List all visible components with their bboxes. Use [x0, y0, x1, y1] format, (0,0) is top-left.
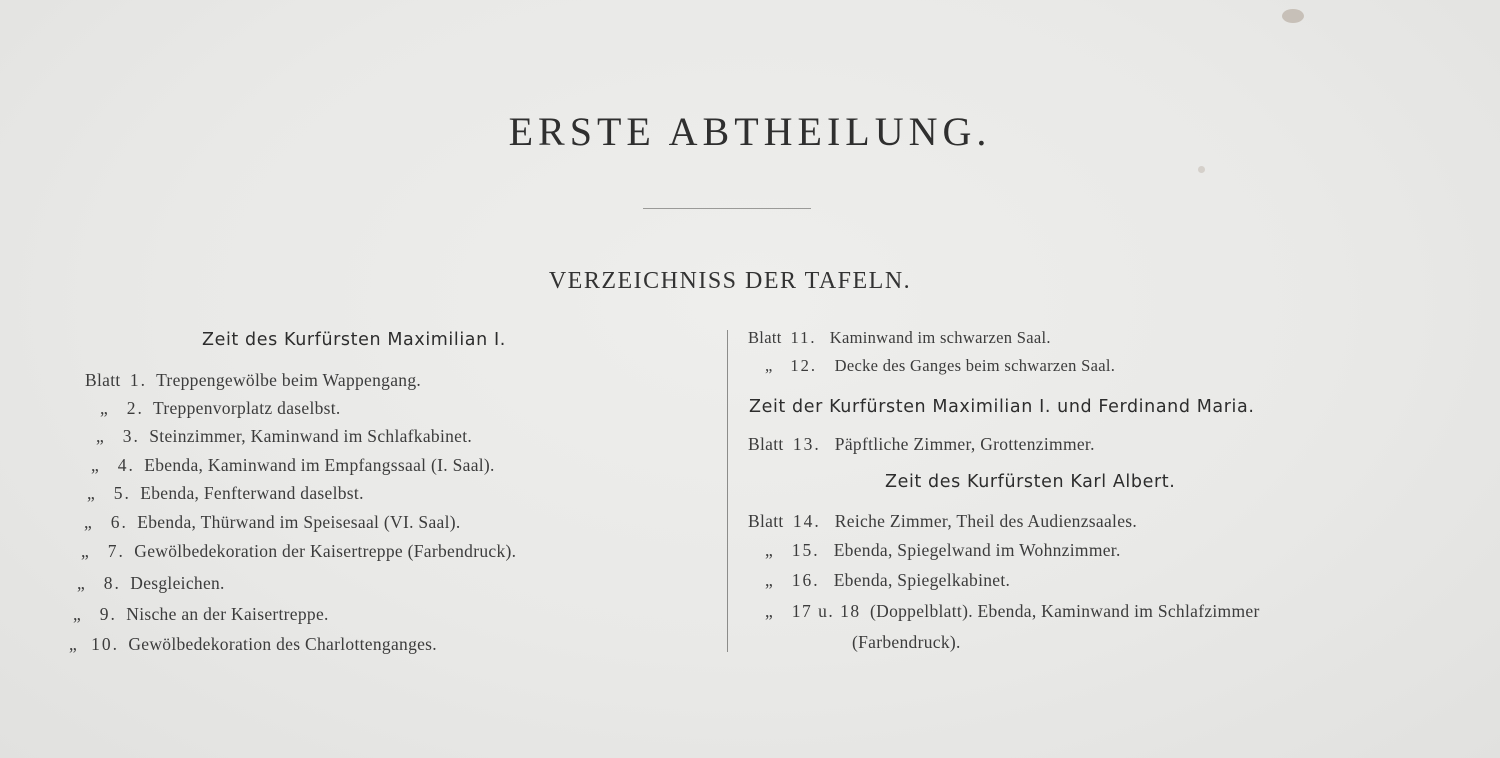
list-item	[748, 434, 1095, 455]
entry-prefix: „	[84, 512, 93, 532]
page-title: ERSTE ABTHEILUNG.	[508, 109, 992, 154]
right-section-heading-3: Zeit des Kurfürsten Karl Albert.	[885, 472, 1176, 492]
entry-text: Treppenvorplatz daselbst.	[152, 398, 341, 418]
column-divider	[727, 330, 728, 652]
entry-text: Päpftliche Zimmer, Grottenzimmer.	[834, 434, 1095, 454]
entry-number: 1.	[129, 370, 148, 390]
entry-text: Ebenda, Fenfterwand daselbst.	[140, 483, 364, 503]
list-item	[85, 370, 421, 391]
entry-number: 10.	[91, 634, 119, 654]
list-item	[765, 356, 1115, 376]
entry-text: Gewölbedekoration des Charlottenganges.	[128, 634, 437, 654]
entry-number: 3.	[122, 426, 140, 446]
entry-text: Steinzimmer, Kaminwand im Schlafkabinet.	[149, 426, 473, 446]
paper-stain	[1282, 9, 1304, 23]
entry-prefix: Blatt	[85, 370, 121, 390]
entry-text: Ebenda, Spiegelwand im Wohnzimmer.	[833, 540, 1121, 560]
entry-number: 16.	[791, 570, 820, 590]
entry-text: Reiche Zimmer, Theil des Audienzsaales.	[834, 511, 1138, 531]
entry-prefix: „	[765, 570, 774, 590]
entry-number: 15.	[791, 540, 820, 560]
list-item	[765, 601, 1260, 622]
entry-prefix: „	[87, 483, 96, 503]
list-item	[765, 540, 1121, 561]
entry-text: Treppengewölbe beim Wappengang.	[156, 370, 422, 390]
entry-text: Nische an der Kaisertreppe.	[126, 604, 329, 624]
entry-text: Ebenda, Spiegelkabinet.	[833, 570, 1011, 590]
list-item	[748, 328, 1051, 348]
entry-prefix: „	[765, 601, 774, 621]
entry-prefix: Blatt	[748, 434, 784, 454]
entry-prefix: „	[69, 634, 78, 654]
paper-speck	[1198, 166, 1205, 173]
list-item	[765, 570, 1010, 591]
entry-number: 5.	[113, 483, 131, 503]
entry-prefix: „	[77, 573, 86, 593]
list-item	[69, 634, 437, 655]
entry-continuation: (Farbendruck).	[852, 632, 961, 652]
list-item	[748, 511, 1137, 532]
right-section-heading-2: Zeit der Kurfürsten Maximilian I. und Ferdinand Maria.	[749, 397, 1255, 417]
left-section-heading: Zeit des Kurfürsten Maximilian I.	[202, 330, 506, 350]
entry-prefix: Blatt	[748, 328, 782, 347]
entry-text: Desgleichen.	[130, 573, 225, 593]
title-divider	[643, 208, 811, 209]
list-item	[77, 573, 225, 594]
entry-prefix: „	[91, 455, 100, 475]
entry-number: 8.	[103, 573, 121, 593]
entry-prefix: „	[81, 541, 90, 561]
entry-number: 4.	[117, 455, 135, 475]
entry-text: Ebenda, Thürwand im Speisesaal (VI. Saal).	[137, 512, 461, 532]
list-item	[100, 398, 341, 419]
list-item	[91, 455, 495, 476]
list-item	[81, 541, 516, 562]
list-item	[96, 426, 472, 447]
entry-prefix: „	[765, 540, 774, 560]
list-item	[73, 604, 329, 625]
entry-number: 17 u. 18	[791, 601, 861, 621]
entry-prefix: „	[73, 604, 82, 624]
entry-prefix: „	[96, 426, 105, 446]
entry-number: 9.	[99, 604, 117, 624]
section-subtitle: VERZEICHNISS DER TAFELN.	[548, 268, 912, 294]
list-item	[84, 512, 461, 533]
entry-prefix: „	[765, 356, 773, 375]
entry-text: Kaminwand im schwarzen Saal.	[829, 328, 1051, 347]
entry-number: 6.	[110, 512, 128, 532]
list-item	[87, 483, 364, 504]
entry-text: Gewölbedekoration der Kaisertreppe (Farbendruck).	[134, 541, 517, 561]
entry-text: Decke des Ganges beim schwarzen Saal.	[834, 356, 1116, 375]
entry-number: 2.	[126, 398, 144, 418]
entry-prefix: „	[100, 398, 109, 418]
entry-number: 13.	[792, 434, 821, 454]
entry-text: (Doppelblatt). Ebenda, Kaminwand im Schlafzimmer	[870, 601, 1260, 621]
entry-number: 11.	[790, 328, 817, 347]
entry-prefix: Blatt	[748, 511, 784, 531]
entry-number: 14.	[792, 511, 821, 531]
entry-number: 7.	[107, 541, 125, 561]
entry-number: 12.	[790, 356, 817, 375]
entry-text: Ebenda, Kaminwand im Empfangssaal (I. Saal).	[144, 455, 495, 475]
